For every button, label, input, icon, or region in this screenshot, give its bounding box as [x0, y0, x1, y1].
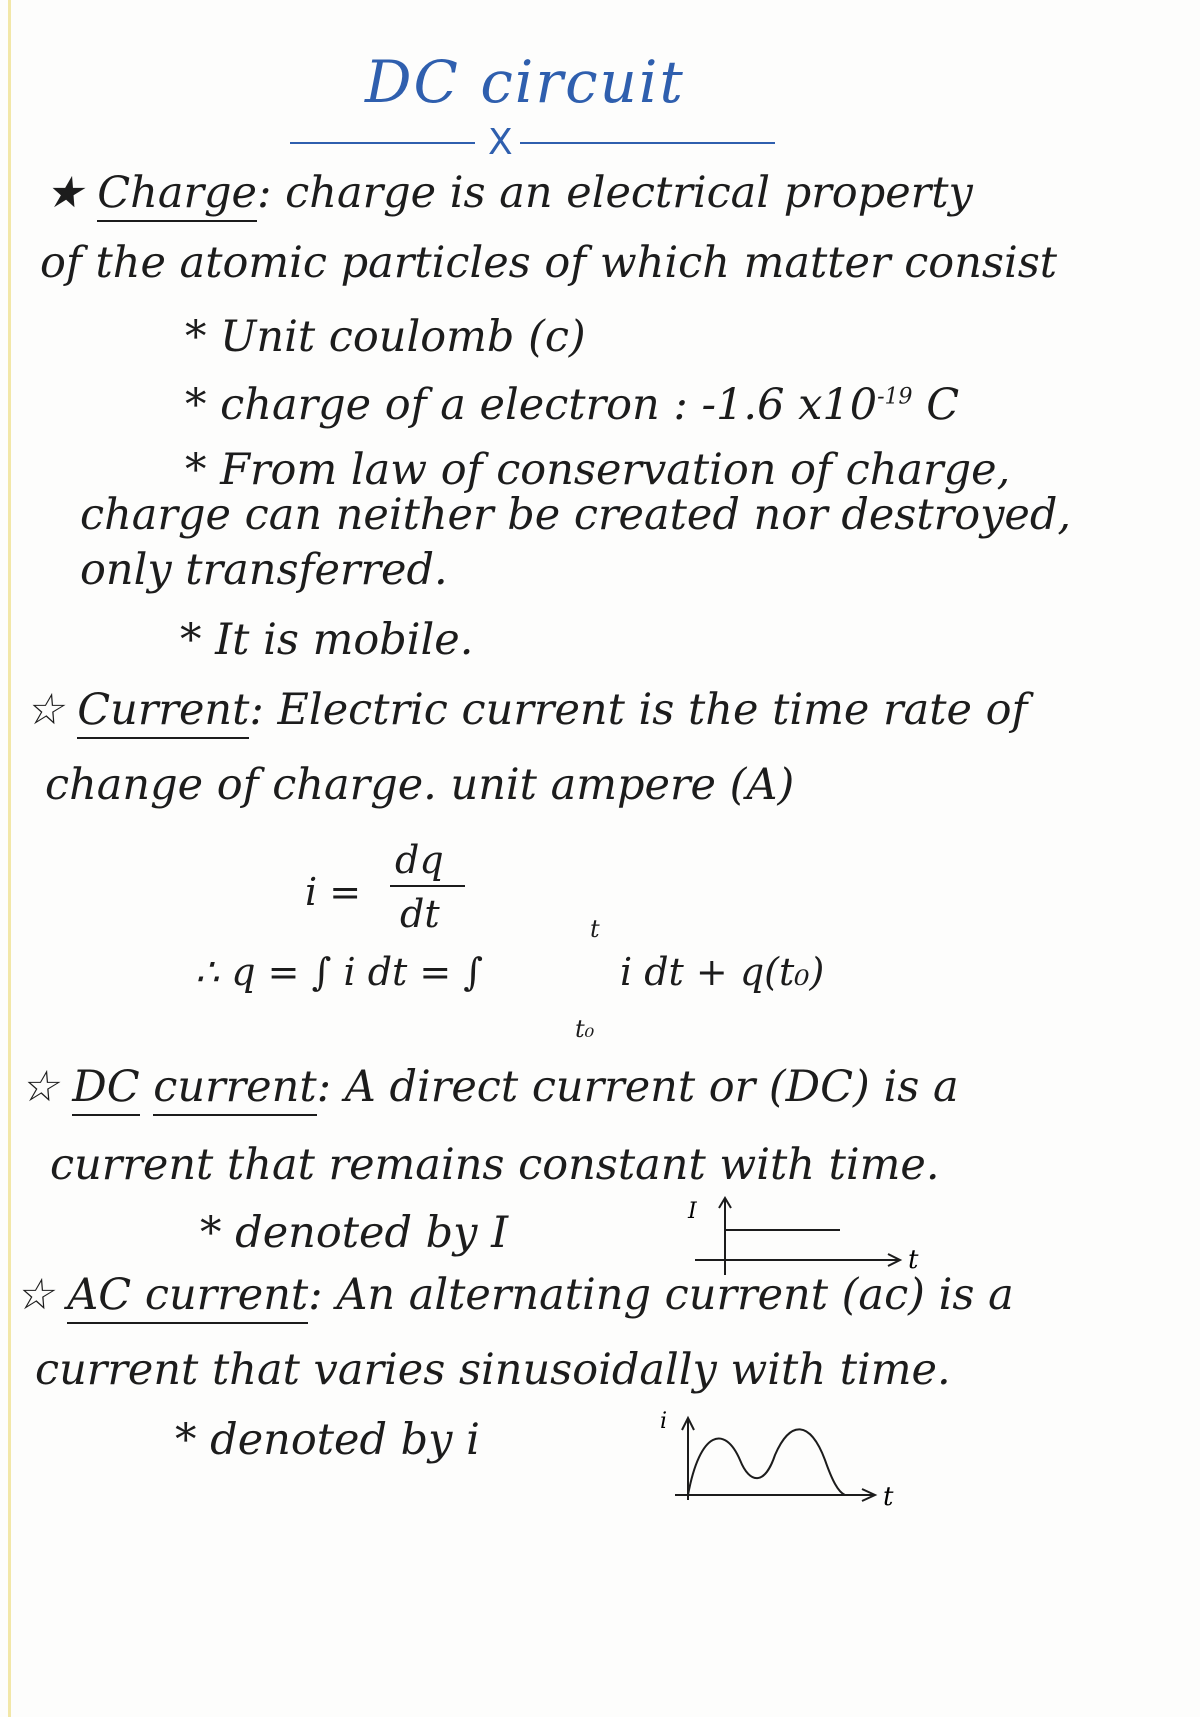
page-title: DC circuit	[365, 48, 685, 116]
charge-text-2: of the atomic particles of which matter consist	[40, 238, 1058, 288]
star-icon: ☆	[25, 685, 64, 735]
star-icon: ☆	[15, 1270, 54, 1320]
charge-colon: :	[257, 168, 272, 218]
electron-charge-exponent: -19	[877, 384, 913, 410]
ac-heading: AC current	[67, 1270, 308, 1324]
current-text-1: Electric current is the time rate of	[277, 685, 1028, 735]
charge-heading: Charge	[97, 168, 257, 222]
ac-definition-line1	[15, 1270, 1014, 1320]
dc-bullet-denoted: * denoted by I	[200, 1208, 509, 1258]
dc-text-2: current that remains constant with time.	[50, 1140, 940, 1190]
dc-heading-a: DC	[72, 1062, 139, 1116]
integral-lower-limit: t₀	[575, 1015, 595, 1043]
ac-graph-wave	[688, 1429, 845, 1495]
current-definition-line1	[25, 685, 1027, 735]
ac-colon: :	[308, 1270, 323, 1320]
fraction-bar	[390, 885, 465, 887]
current-equation-lhs: i =	[305, 870, 362, 914]
charge-integral-equation: ∴ q = ∫ i dt = ∫	[195, 950, 484, 994]
dc-heading-b: current	[153, 1062, 316, 1116]
charge-definition-line1	[45, 168, 973, 218]
ac-text-1: An alternating current (ac) is a	[336, 1270, 1014, 1320]
electron-charge-unit: C	[926, 380, 960, 430]
title-cross-mark: X	[488, 122, 513, 163]
current-text-2: change of charge. unit ampere (A)	[45, 760, 795, 810]
star-icon: ☆	[20, 1062, 59, 1112]
charge-bullet-mobile: * It is mobile.	[180, 615, 474, 665]
title-underline-right	[520, 142, 775, 144]
star-icon: ★	[45, 168, 84, 218]
dc-text-1: A direct current or (DC) is a	[344, 1062, 959, 1112]
dc-definition-line1	[20, 1062, 959, 1112]
integral-tail: i dt + q(t₀)	[620, 950, 825, 994]
charge-bullet-unit: * Unit coulomb (c)	[185, 312, 586, 362]
current-colon: :	[249, 685, 264, 735]
charge-conservation-cont-2: only transferred.	[80, 545, 448, 595]
dc-colon: :	[316, 1062, 332, 1112]
charge-bullet-conservation: * From law of conservation of charge,	[185, 445, 1011, 495]
charge-conservation-cont-1: charge can neither be created nor destroyed,	[80, 490, 1072, 540]
current-equation-denominator: dt	[400, 892, 440, 936]
dc-graph-y-label: I	[688, 1199, 697, 1224]
ac-current-graph	[640, 1400, 940, 1520]
current-equation-numerator: dq	[395, 838, 444, 882]
title-underline-left	[290, 142, 475, 144]
electron-charge-text: * charge of a electron : -1.6 x10	[185, 380, 878, 430]
ac-graph-y-label: i	[660, 1409, 668, 1434]
charge-bullet-electron	[185, 380, 959, 430]
dc-graph-x-label: t	[908, 1245, 919, 1275]
ac-text-2: current that varies sinusoidally with time.	[35, 1345, 951, 1395]
charge-text-1: charge is an electrical property	[285, 168, 973, 218]
ac-graph-x-label: t	[883, 1482, 894, 1512]
margin-line	[8, 0, 11, 1717]
ac-bullet-denoted: * denoted by i	[175, 1415, 480, 1465]
current-heading: Current	[77, 685, 249, 739]
integral-upper-limit: t	[590, 915, 600, 943]
